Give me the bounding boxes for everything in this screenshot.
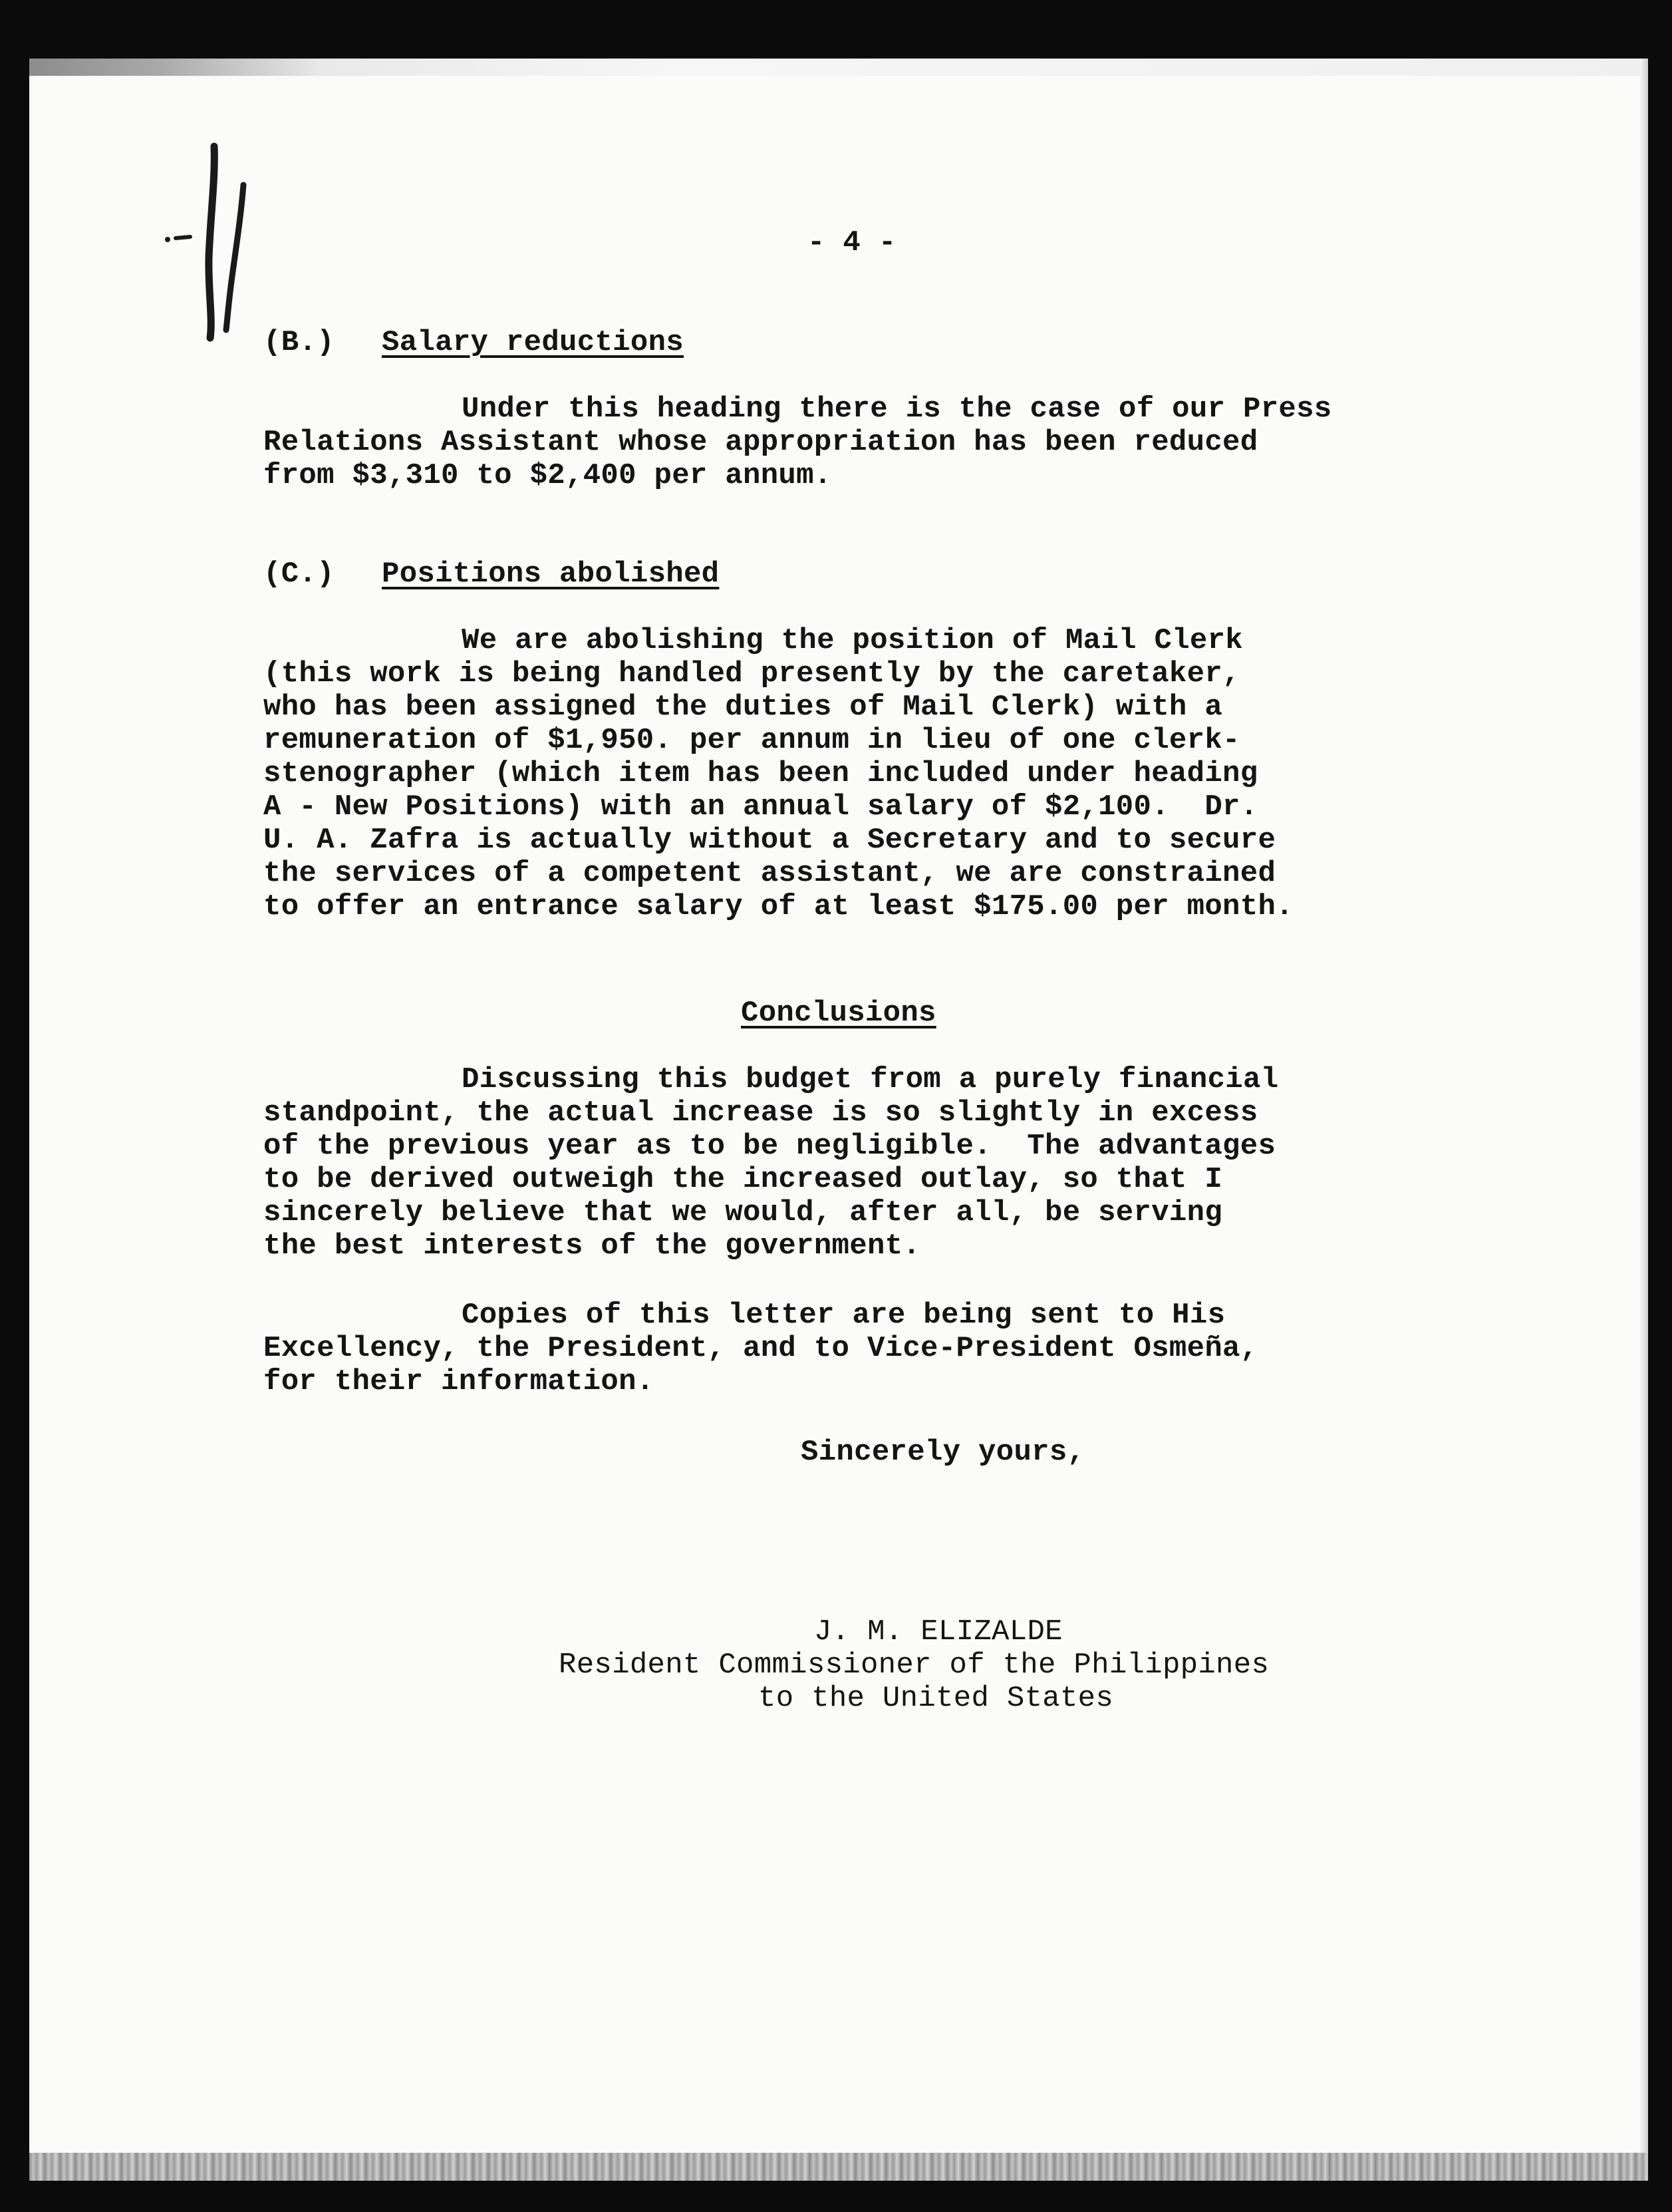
scan-top-edge — [29, 59, 1648, 76]
scan-right-edge — [1640, 59, 1648, 2181]
signature-title: Resident Commissioner of the Philippines — [559, 1649, 1270, 1682]
section-b-line: Relations Assistant whose appropriation has been reduced — [263, 426, 1258, 459]
document-page — [29, 59, 1648, 2181]
section-c-line: (this work is being handled presently by the caretaker, — [263, 657, 1240, 691]
closing: Sincerely yours, — [801, 1436, 1085, 1469]
section-b-label: (B.) — [263, 326, 335, 359]
copies-line: Excellency, the President, and to Vice-President Osmeña, — [263, 1332, 1258, 1365]
conclusions-line: to be derived outweigh the increased outlay, so that I — [263, 1163, 1223, 1196]
section-c-line: remuneration of $1,950. per annum in lieu of one clerk- — [263, 724, 1240, 757]
conclusions-line: Discussing this budget from a purely financial — [462, 1063, 1279, 1096]
conclusions-line: sincerely believe that we would, after all, be serving — [263, 1196, 1223, 1229]
section-c-heading: Positions abolished — [382, 557, 720, 591]
scan-bottom-edge — [29, 2153, 1648, 2181]
section-b-heading: Salary reductions — [382, 326, 684, 359]
section-c-line: U. A. Zafra is actually without a Secretary and to secure — [263, 824, 1276, 857]
section-c-line: the services of a competent assistant, we are constrained — [263, 857, 1276, 890]
page-number: - 4 - — [807, 226, 897, 259]
section-c-line: A - New Positions) with an annual salary of $2,100. Dr. — [263, 790, 1258, 824]
conclusions-line: of the previous year as to be negligible. The advantages — [263, 1130, 1276, 1163]
conclusions-heading: Conclusions — [741, 997, 936, 1030]
handwritten-mark — [162, 138, 262, 358]
section-b-line: from $3,310 to $2,400 per annum. — [263, 459, 832, 492]
copies-line: Copies of this letter are being sent to His — [462, 1299, 1226, 1332]
conclusions-line: the best interests of the government. — [263, 1229, 921, 1263]
signature-title: to the United States — [758, 1682, 1114, 1715]
copies-line: for their information. — [263, 1365, 654, 1398]
signature-name: J. M. ELIZALDE — [814, 1615, 1063, 1649]
section-c-line: who has been assigned the duties of Mail Clerk) with a — [263, 691, 1223, 724]
section-c-line: to offer an entrance salary of at least $175.00 per month. — [263, 890, 1294, 923]
section-b-line: Under this heading there is the case of our Press — [462, 393, 1332, 426]
section-c-label: (C.) — [263, 557, 335, 591]
section-c-line: We are abolishing the position of Mail Clerk — [462, 624, 1243, 657]
section-c-line: stenographer (which item has been included under heading — [263, 757, 1258, 790]
conclusions-line: standpoint, the actual increase is so slightly in excess — [263, 1096, 1258, 1130]
